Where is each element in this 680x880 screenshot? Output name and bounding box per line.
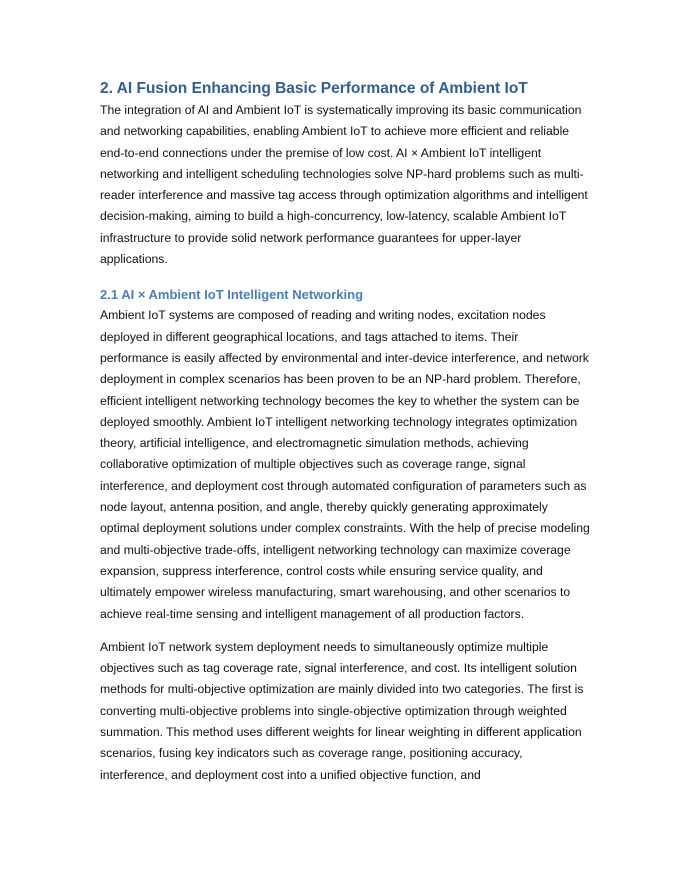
subsection-heading: 2.1 AI × Ambient IoT Intelligent Networking [100,287,364,303]
subsection-paragraph-2: Ambient IoT network system deployment needs to simultaneously optimize multiple objectives such as tag coverage rate, signal interference, and cost. Its intelligent solution methods for multi-objective optimization are mainly divided into two categories. The first is converting multi-objective problems into single-objective optimization through weighted summation. This method uses different weights for linear weighting in different application scenarios, fusing key indicators such as coverage range, positioning accuracy, interference, and deployment cost into a unified objective function, and [100,639,584,782]
section-heading: 2. AI Fusion Enhancing Basic Performance of Ambient IoT [100,80,528,97]
section-intro-paragraph: The integration of AI and Ambient IoT is systematically improving its basic communication and networking capabilities, enabling Ambient IoT to achieve more efficient and reliable end-to-end connections under the premise of low cost. AI × Ambient IoT intelligent networking and intelligent scheduling technologies solve NP-hard problems such as multi-reader interference and massive tag access through optimization algorithms and intelligent decision-making, aiming to build a high-concurrency, low-latency, scalable Ambient IoT infrastructure to provide solid network performance guarantees for upper-layer applications. [100,103,588,267]
document-page [100,78,590,786]
subsection-paragraph-1: Ambient IoT systems are composed of reading and writing nodes, excitation nodes deployed in different geographical locations, and tags attached to items. Their performance is easily affected by environmental and inter-device interference, and network deployment in complex scenarios has been proven to be an NP-hard problem. Therefore, efficient intelligent networking technology becomes the key to whether the system can be deployed smoothly. Ambient IoT intelligent networking technology integrates optimization theory, artificial intelligence, and electromagnetic simulation methods, achieving collaborative optimization of multiple objectives such as coverage range, signal interference, and deployment cost through automated configuration of parameters such as node layout, antenna position, and angle, thereby quickly generating approximately optimal deployment solutions under complex constraints. With the help of precise modeling and multi-objective trade-offs, intelligent networking technology can maximize coverage expansion, suppress interference, control costs while ensuring service quality, and ultimately empower wireless manufacturing, smart warehousing, and other scenarios to achieve real-time sensing and intelligent management of all production factors. [100,308,590,621]
